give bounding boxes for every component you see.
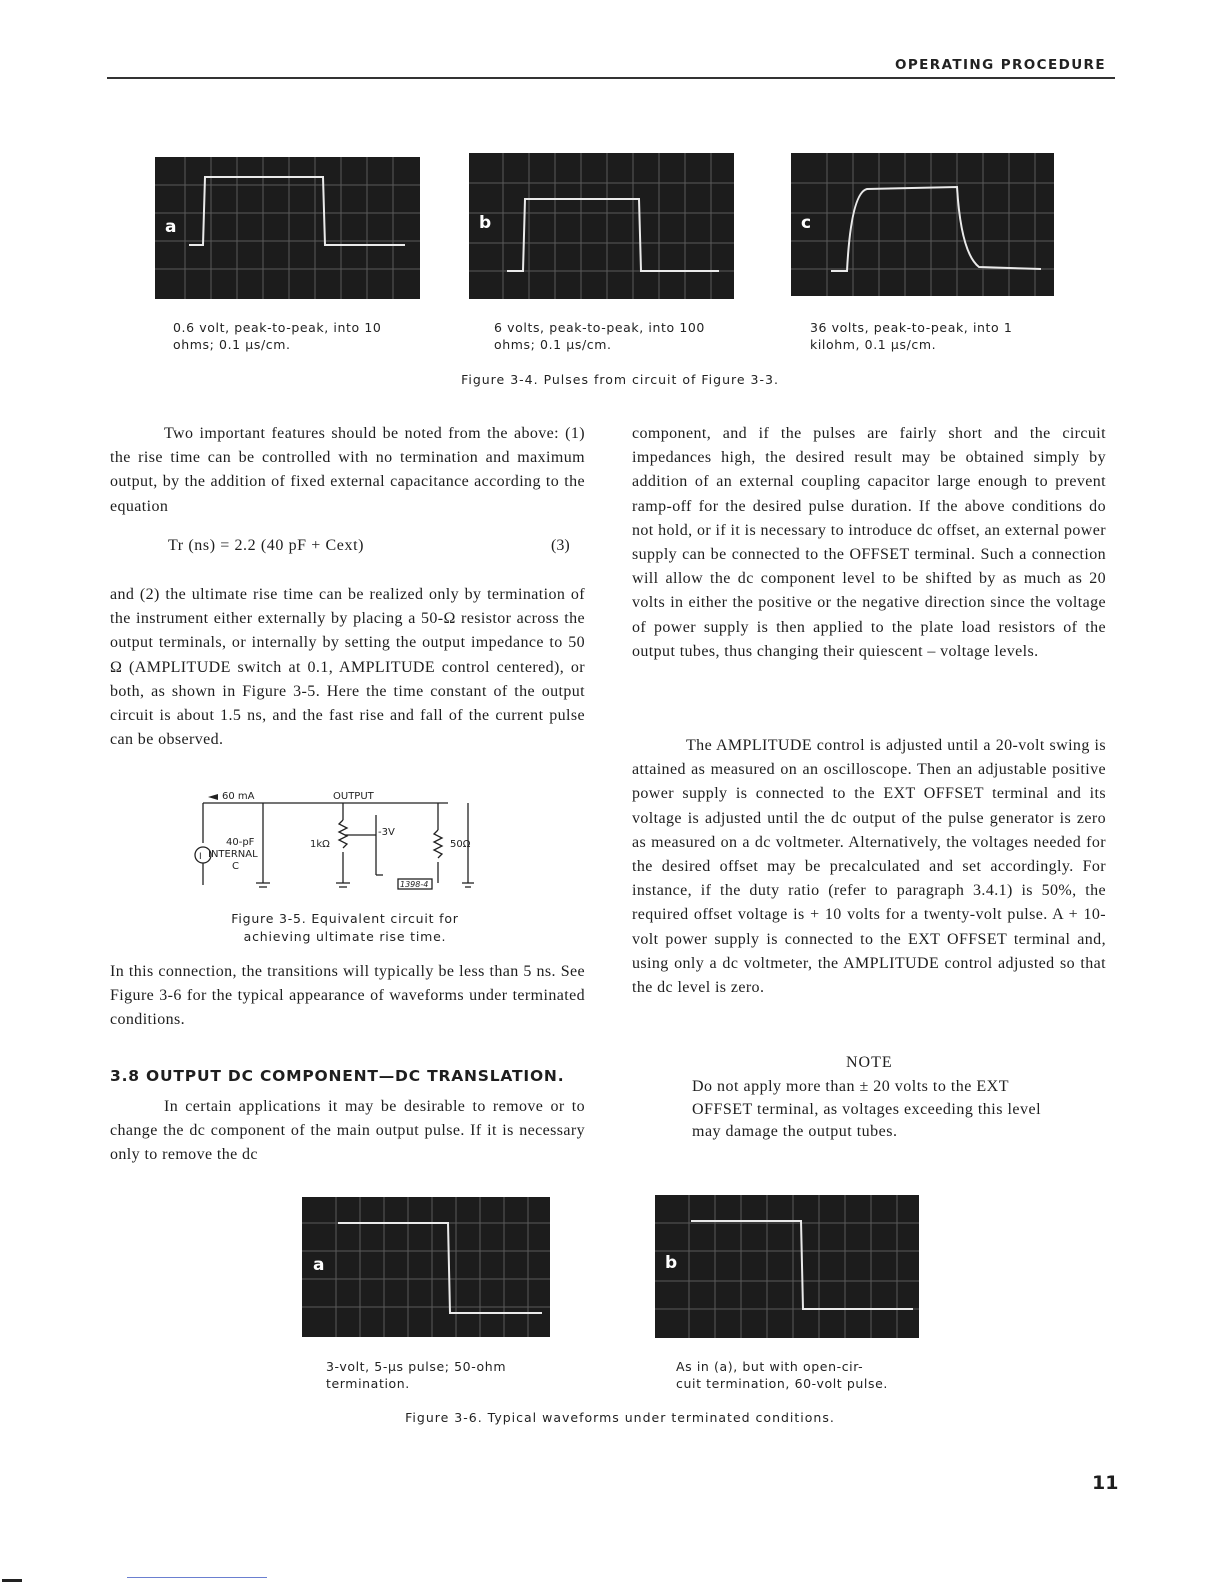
figure-3-6a-caption: 3-volt, 5-µs pulse; 50-ohm termination. [326,1359,507,1391]
right-para-1: component, and if the pulses are fairly short and the circuit impedances high, the desired result may be obtained simply by addition of an external coupling capacitor large enough to prevent ramp-off for the desired pulse duration. If the above conditions do not hold, or if it is necessary to introduce dc offset, an external power supply can be connected to the OFFSET terminal. Such a connection will allow the dc component level to be shifted by as much as 20 volts in either the positive or the negative direction since the voltage of power supply is then applied to the plate load resistors of the output tubes, thus changing their quiescent – voltage levels. [632,425,1106,660]
footer-line [127,1577,267,1578]
left-para-4: In certain applications it may be desirable to remove or to change the dc component of the main output pulse. If it is necessary only to remove the dc [110,1098,585,1164]
scope-image-3-4b [469,153,734,299]
figure-3-5-diagram [188,785,508,910]
figure-3-4c-caption: 36 volts, peak-to-peak, into 1 kilohm, 0.1 µs/cm. [810,320,1013,352]
scope-image-3-4a [155,157,420,299]
left-para-2: and (2) the ultimate rise time can be realized only by termination of the instrument either externally by placing a 50-Ω resistor across the output terminals, or internally by setting the output impedance to 50 Ω (AMPLITUDE switch at 0.1, AMPLITUDE control centered), or both, as shown in Figure 3-5. Here the time constant of the output circuit is about 1.5 ns, and the fast rise and fall of the current pulse can be observed. [110,586,585,749]
figure-3-4b-caption: 6 volts, peak-to-peak, into 100 ohms; 0.1 µs/cm. [494,320,705,352]
panel-letter: c [801,213,812,233]
section-heading-3-8: 3.8 OUTPUT DC COMPONENT—DC TRANSLATION. [110,1067,565,1085]
panel-letter: b [479,213,492,233]
equation-number: (3) [551,537,570,554]
corner-mark [2,1579,22,1582]
panel-letter: b [665,1253,678,1273]
figure-3-6-caption: Figure 3-6. Typical waveforms under terminated conditions. [405,1410,835,1425]
figure-3-4a-caption: 0.6 volt, peak-to-peak, into 10 ohms; 0.1 µs/cm. [173,320,382,352]
right-para-2: The AMPLITUDE control is adjusted until a 20-volt swing is attained as measured on an oscilloscope. Then an adjustable positive power supply is connected to the EXT OFFSET terminal and its voltage is adjusted until the dc output of the pulse generator is zero as measured on a dc voltmeter. Alternatively, the voltages needed for the desired offset may be precalculated and set accordingly. For instance, if the duty ratio (refer to paragraph 3.4.1) is 50%, the required offset voltage is + 10 volts for a twenty-volt pulse. A + 10-volt power supply is connected to the EXT OFFSET terminal and, using only a dc voltmeter, the AMPLITUDE control adjusted so that the dc level is zero. [632,737,1106,997]
label-output: OUTPUT [333,791,374,802]
figure-3-4-caption: Figure 3-4. Pulses from circuit of Figure 3-3. [461,372,779,387]
label-bias: -3V [378,827,395,838]
label-source: I [199,852,202,862]
label-1k: 1kΩ [310,839,330,850]
label-cap-c: C [232,861,239,872]
header-rule [107,77,1115,79]
label-cap-internal: INTERNAL [208,849,258,860]
running-header: OPERATING PROCEDURE [895,57,1106,73]
scope-image-3-6a [302,1197,550,1337]
note-body: Do not apply more than ± 20 volts to the EXT OFFSET terminal, as voltages exceeding this level may damage the output tubes. [692,1078,1042,1140]
scope-image-3-4c [791,153,1054,296]
note-title: NOTE [846,1054,893,1071]
label-part-no: 1398-4 [400,880,429,889]
scope-image-3-6b [655,1195,919,1338]
figure-3-5-caption: Figure 3-5. Equivalent circuit for achieving ultimate rise time. [231,911,459,944]
panel-letter: a [165,217,177,237]
left-para-3: In this connection, the transitions will typically be less than 5 ns. See Figure 3-6 for the typical appearance of waveforms under terminated conditions. [110,963,585,1029]
figure-3-6b-caption: As in (a), but with open-cir- cuit termination, 60-volt pulse. [676,1359,888,1391]
panel-letter: a [313,1255,325,1275]
label-cap-value: 40-pF [226,837,255,848]
label-50ohm: 50Ω [450,839,471,850]
label-60ma: 60 mA [222,791,255,802]
page-number: 11 [1092,1472,1119,1494]
equation-3: Tr (ns) = 2.2 (40 pF + Cext) [168,537,365,554]
left-para-1: Two important features should be noted from the above: (1) the rise time can be controlled with no termination and maximum output, by the addition of fixed external capacitance according to the equation [110,425,585,515]
